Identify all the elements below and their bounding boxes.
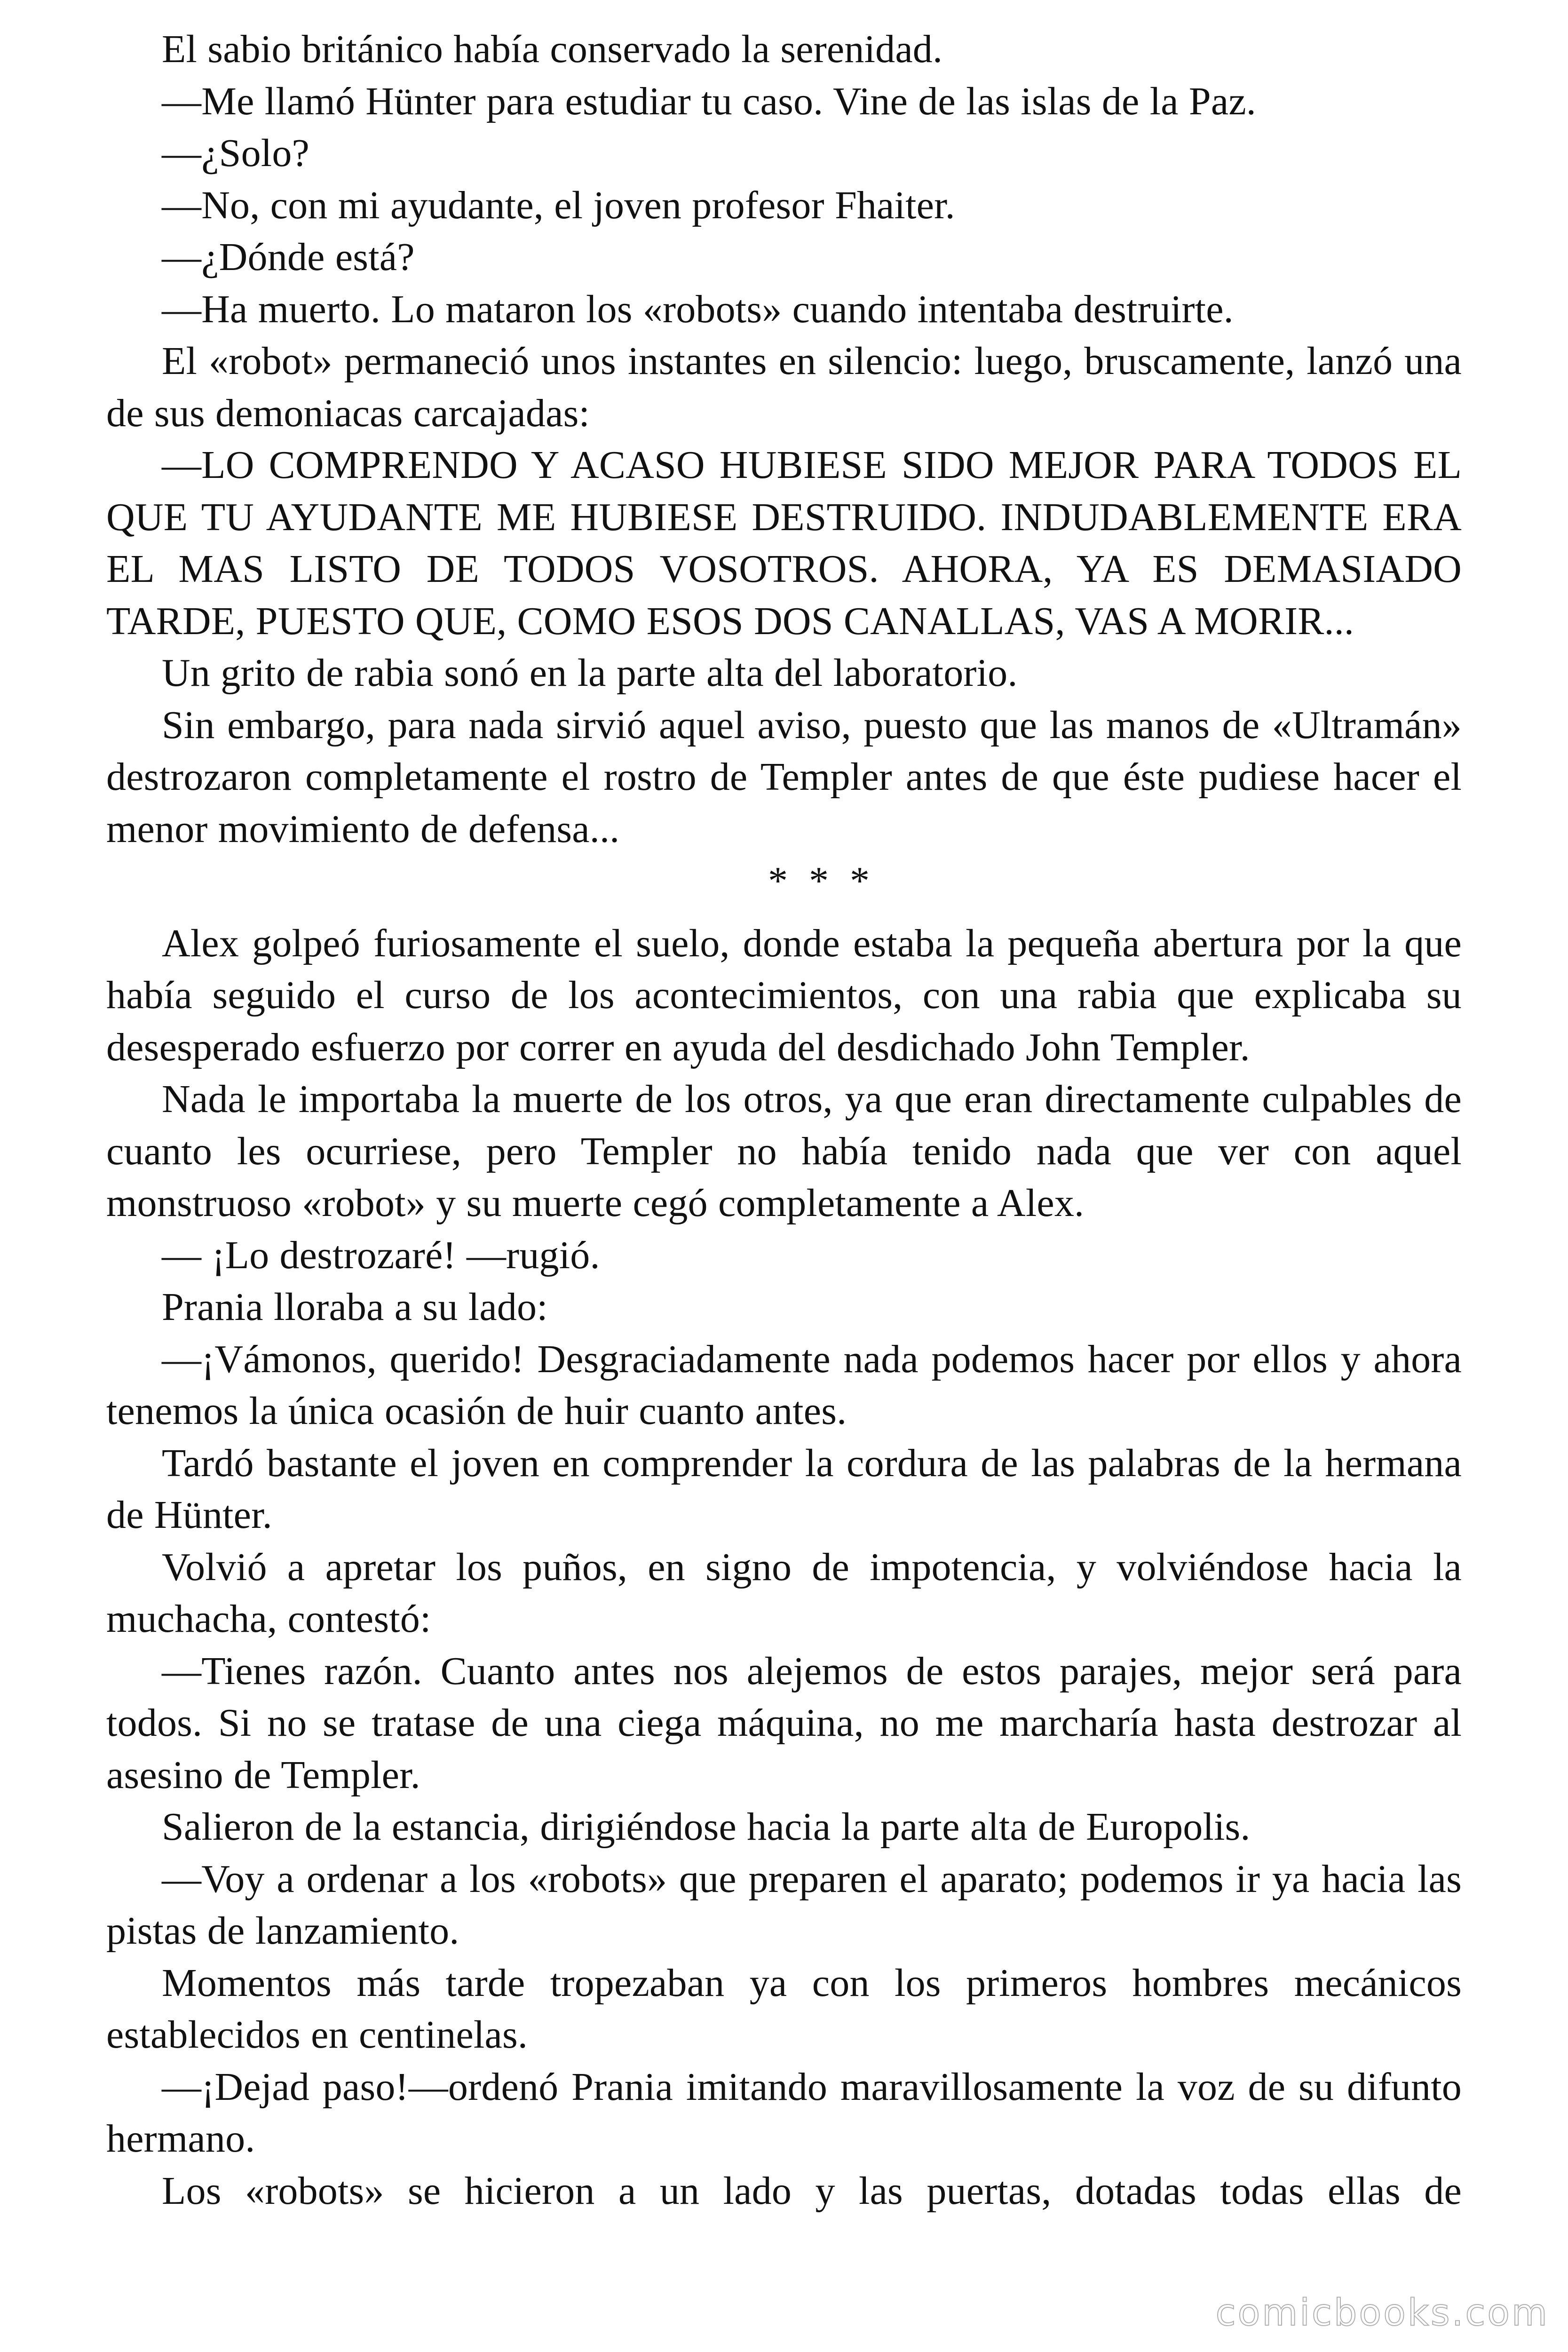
paragraph: —Me llamó Hünter para estudiar tu caso. Vine de las islas de la Paz. (162, 79, 1257, 123)
paragraph: —LO COMPRENDO Y ACASO HUBIESE SIDO MEJOR PARA TODOS EL QUE TU AYUDANTE ME HUBIESE DESTRUIDO. INDUDABLEMENTE ERA EL MAS LISTO DE TODOS VOSOTROS. AHORA, YA ES DEMASIADO TARDE, PUESTO QUE, COMO ESOS DOS CANALLAS, VAS A MORIR... (106, 443, 1462, 643)
paragraph: Los «robots» se hicieron a un lado y las puertas, dotadas todas ellas de (162, 2169, 1462, 2213)
paragraph: —¿Dónde está? (162, 235, 415, 279)
paragraph: Alex golpeó furiosamente el suelo, donde estaba la pequeña abertura por la que había seguido el curso de los acontecimientos, con una rabia que explicaba su desesperado esfuerzo por correr en ayuda del desdichado John Templer. (106, 921, 1462, 1069)
paragraph: —Voy a ordenar a los «robots» que preparen el aparato; podemos ir ya hacia las pistas de lanzamiento. (106, 1857, 1462, 1953)
paragraph: Un grito de rabia sonó en la parte alta del laboratorio. (162, 651, 1018, 695)
paragraph: —No, con mi ayudante, el joven profesor Fhaiter. (162, 183, 955, 227)
book-page (106, 24, 1462, 2328)
paragraph: — ¡Lo destrozaré! —rugió. (162, 1233, 600, 1277)
paragraph: —Tienes razón. Cuanto antes nos alejemos de estos parajes, mejor será para todos. Si no se tratase de una ciega máquina, no me marcharía hasta destrozar al asesino de Templer. (106, 1649, 1462, 1797)
paragraph: Salieron de la estancia, dirigiéndose hacia la parte alta de Europolis. (162, 1805, 1251, 1849)
paragraph: El «robot» permaneció unos instantes en silencio: luego, bruscamente, lanzó una de sus demoniacas carcajadas: (106, 339, 1462, 435)
paragraph: —¡Vámonos, querido! Desgraciadamente nada podemos hacer por ellos y ahora tenemos la única ocasión de huir cuanto antes. (106, 1337, 1462, 1433)
paragraph: Momentos más tarde tropezaban ya con los primeros hombres mecánicos establecidos en centinelas. (106, 1961, 1462, 2057)
paragraph: Sin embargo, para nada sirvió aquel aviso, puesto que las manos de «Ultramán» destrozaron completamente el rostro de Templer antes de que éste pudiese hacer el menor movimiento de defensa... (106, 703, 1462, 851)
paragraph: —¿Solo? (162, 131, 310, 175)
paragraph: Volvió a apretar los puños, en signo de impotencia, y volviéndose hacia la muchacha, contestó: (106, 1545, 1462, 1641)
paragraph: —¡Dejad paso!—ordenó Prania imitando maravillosamente la voz de su difunto hermano. (106, 2065, 1462, 2161)
section-gap (106, 907, 1462, 918)
paragraph: El sabio británico había conservado la serenidad. (162, 27, 943, 71)
section-separator: * * * (768, 859, 875, 903)
paragraph: Nada le importaba la muerte de los otros, ya que eran directamente culpables de cuanto les ocurriese, pero Templer no había tenido nada que ver con aquel monstruoso «robot» y su muerte cegó completamente a Alex. (106, 1077, 1462, 1225)
paragraph: Tardó bastante el joven en comprender la cordura de las palabras de la hermana de Hünter. (106, 1441, 1462, 1537)
paragraph: —Ha muerto. Lo mataron los «robots» cuando intentaba destruirte. (162, 287, 1234, 331)
watermark-logo: comicbooks.com (1215, 2292, 1549, 2334)
paragraph: Prania lloraba a su lado: (162, 1285, 548, 1329)
